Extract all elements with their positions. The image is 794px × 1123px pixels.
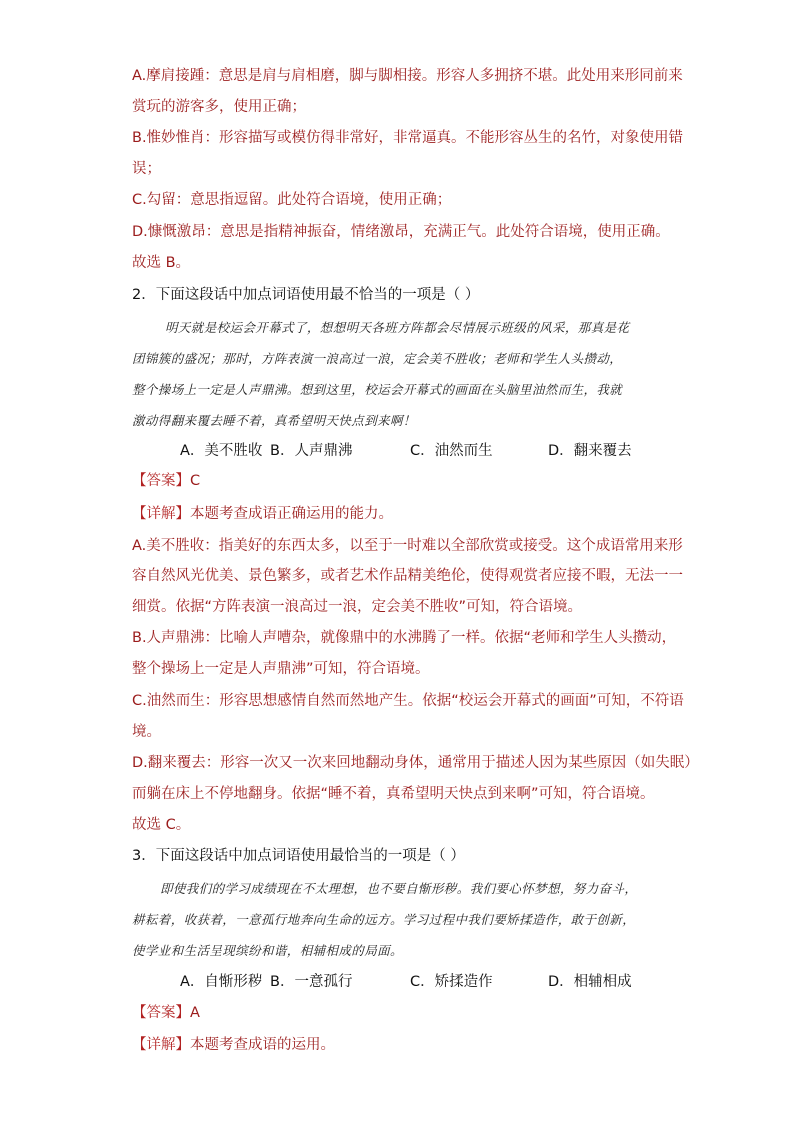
- explanation-line: B.人声鼎沸：比喻人声嘈杂，就像鼎中的水沸腾了一样。依据“老师和学生人头攒动，: [132, 630, 677, 646]
- explanation-line: D.翻来覆去：形容一次又一次来回地翻动身体，通常用于描述人因为某些原因（如失眠）: [132, 755, 699, 771]
- question-2-passage-line: 明天就是校运会开幕式了，想想明天各班方阵都会尽情展示班级的风采，那真是花: [165, 320, 630, 335]
- question-3-option-d: D．相辅相成: [548, 974, 632, 990]
- question-3-option-c: C．矫揉造作: [410, 974, 493, 990]
- explanation-line: A.美不胜收：指美好的东西太多，以至于一时难以全部欣赏或接受。这个成语常用来形: [132, 538, 683, 554]
- question-2-detail-heading: [132, 504, 393, 524]
- question-2-passage-line: 团锦簇的盛况；那时，方阵表演一浪高过一浪，定会美不胜收；老师和学生人头攒动，: [132, 351, 623, 366]
- answer-label: 【答案】: [132, 1005, 190, 1021]
- question-3-answer: [132, 1003, 200, 1023]
- question-2-stem: 2．下面这段话中加点词语使用最不恰当的一项是（ ）: [132, 287, 480, 303]
- conclusion-line: 故选 C。: [132, 817, 191, 833]
- question-3-passage-line: 耕耘着，收获着，一意孤行地奔向生命的远方。学习过程中我们要矫揉造作，敢于创新，: [132, 912, 636, 927]
- explanation-line: 容自然风光优美、景色繁多，或者艺术作品精美绝伦，使得观赏者应接不暇，无法一一: [132, 568, 683, 584]
- conclusion-line: 故选 B。: [132, 255, 191, 271]
- question-2-option-a: A．美不胜收: [180, 443, 263, 459]
- question-3-option-a: A．自惭形秽: [180, 974, 263, 990]
- explanation-line: 赏玩的游客多，使用正确；: [132, 99, 306, 115]
- question-3-passage-line: 即使我们的学习成绩现在不太理想，也不要自惭形秽。我们要心怀梦想，努力奋斗，: [160, 881, 638, 896]
- answer-value: A: [190, 1005, 200, 1021]
- question-3-detail-heading: [132, 1035, 335, 1055]
- explanation-line: C.勾留：意思指逗留。此处符合语境，使用正确；: [132, 192, 452, 208]
- explanation-line: B.惟妙惟肖：形容描写或模仿得非常好，非常逼真。不能形容丛生的名竹，对象使用错: [132, 130, 684, 146]
- question-2-passage-line: 整个操场上一定是人声鼎沸。想到这里，校运会开幕式的画面在头脑里油然而生，我就: [132, 382, 623, 397]
- detail-label: 【详解】: [132, 1037, 190, 1053]
- explanation-line: 整个操场上一定是人声鼎沸”可知，符合语境。: [132, 661, 430, 677]
- question-3-passage-line: 使学业和生活呈现缤纷和谐，相辅相成的局面。: [132, 943, 403, 958]
- explanation-line: D.慷慨激昂：意思是指精神振奋，情绪激昂，充满正气。此处符合语境，使用正确。: [132, 224, 670, 240]
- question-2-answer: [132, 471, 200, 491]
- detail-label: 【详解】: [132, 506, 190, 522]
- explanation-line: 而躺在床上不停地翻身。依据“睡不着，真希望明天快点到来啊”可知，符合语境。: [132, 786, 655, 802]
- explanation-line: 境。: [132, 724, 161, 740]
- explanation-line: 细赏。依据“方阵表演一浪高过一浪，定会美不胜收”可知，符合语境。: [132, 599, 583, 615]
- explanation-line: A.摩肩接踵：意思是肩与肩相磨，脚与脚相接。形容人多拥挤不堪。此处用来形同前来: [132, 68, 683, 84]
- question-3-option-b: B．一意孤行: [270, 974, 353, 990]
- detail-intro: 本题考查成语的运用。: [190, 1037, 335, 1053]
- question-2-option-c: C．油然而生: [410, 443, 493, 459]
- detail-intro: 本题考查成语正确运用的能力。: [190, 506, 393, 522]
- question-2-option-d: D．翻来覆去: [548, 443, 632, 459]
- question-3-stem: 3．下面这段话中加点词语使用最恰当的一项是（ ）: [132, 848, 465, 864]
- answer-label: 【答案】: [132, 473, 190, 489]
- question-2-passage-line: 激动得翻来覆去睡不着，真希望明天快点到来啊！: [132, 413, 416, 428]
- explanation-line: C.油然而生：形容思想感情自然而然地产生。依据“校运会开幕式的画面”可知，不符语: [132, 693, 684, 709]
- answer-value: C: [190, 473, 201, 489]
- question-2-option-b: B．人声鼎沸: [270, 443, 353, 459]
- explanation-line: 误；: [132, 161, 161, 177]
